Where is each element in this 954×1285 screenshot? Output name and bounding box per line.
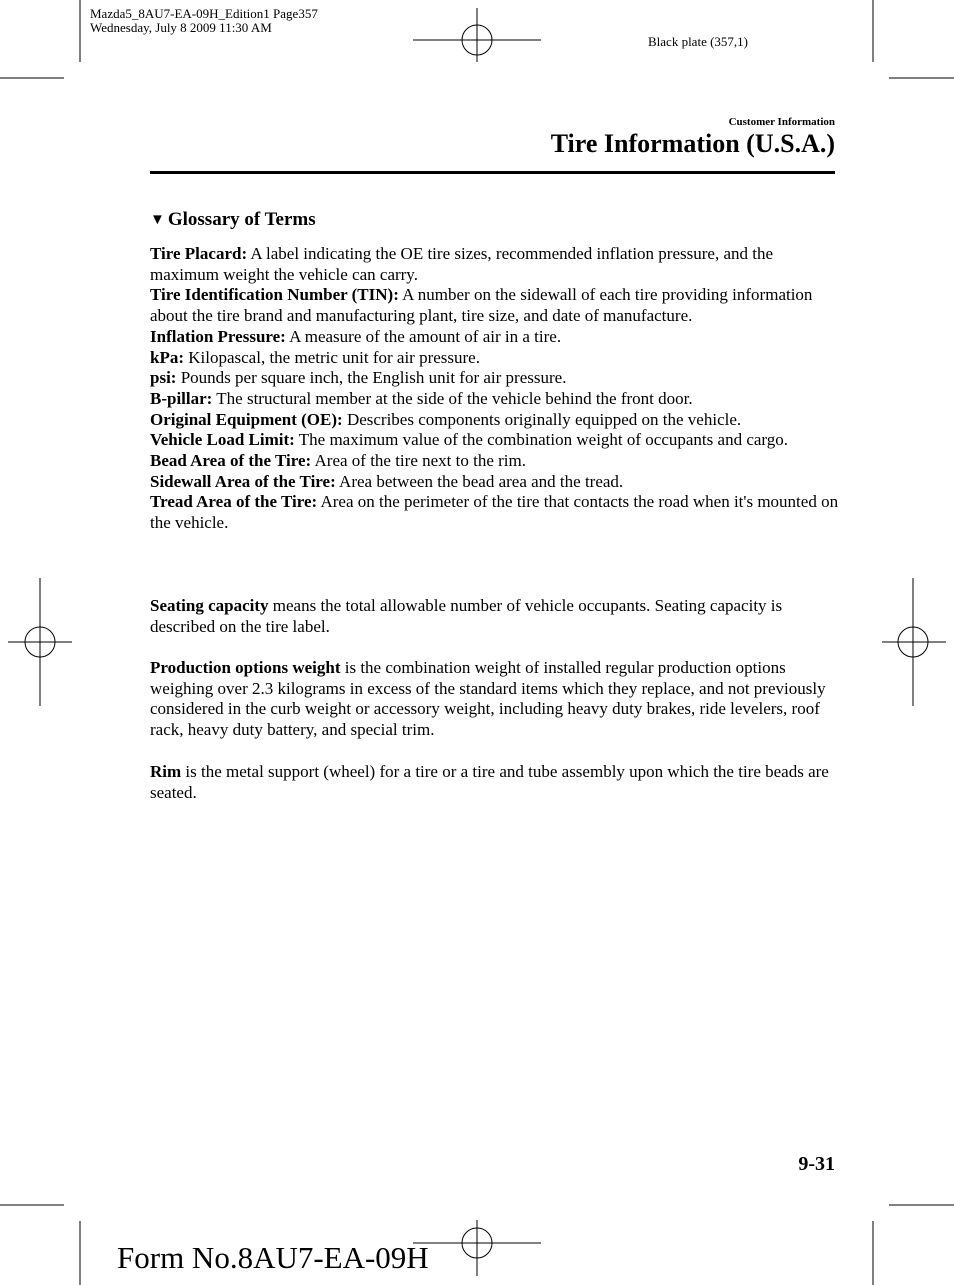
title-rule: [150, 171, 835, 174]
registration-mark-right: [882, 578, 946, 706]
production-options-text: is the combination weight of installed regular production options weighing over 2.3 kilograms in excess of the standard items which they replace, and not previously considered in the curb weight or accessory weight, including heavy duty brakes, ride levelers, roof rack, heavy duty battery, and special trim.: [150, 658, 826, 740]
glossary-definition: A number on the sidewall of each tire providing information about the tire brand and manufacturing plant, tire size, and date of manufacture.: [150, 285, 813, 326]
seating-capacity-term: Seating capacity: [150, 596, 269, 615]
print-job-info: [90, 7, 318, 35]
glossary-definition: Area of the tire next to the rim.: [311, 451, 526, 471]
glossary-entry: [150, 472, 840, 493]
glossary-term: Inflation Pressure:: [150, 326, 286, 346]
glossary-definition: The structural member at the side of the vehicle behind the front door.: [212, 388, 693, 408]
glossary-term: Sidewall Area of the Tire:: [150, 471, 336, 491]
glossary-term: Original Equipment (OE):: [150, 409, 343, 429]
glossary-definition: The maximum value of the combination weight of occupants and cargo.: [294, 430, 789, 450]
glossary-entry: [150, 492, 840, 533]
glossary-term: B-pillar:: [150, 388, 213, 408]
glossary-entry: [150, 410, 840, 431]
seating-capacity-text: means the total allowable number of vehicle occupants. Seating capacity is described on the tire label.: [150, 596, 783, 636]
glossary-list: [150, 244, 840, 534]
glossary-definition: Area on the perimeter of the tire that contacts the road when it's mounted on the vehicle.: [150, 492, 839, 533]
glossary-entry: [150, 348, 840, 369]
glossary-entry: [150, 285, 840, 326]
glossary-definition: Area between the bead area and the tread.: [335, 471, 624, 491]
glossary-term: Tread Area of the Tire:: [150, 492, 318, 512]
triangle-down-icon: ▼: [150, 212, 165, 228]
rim-text: is the metal support (wheel) for a tire or a tire and tube assembly upon which the tire beads are seated.: [150, 762, 829, 802]
glossary-definition: Kilopascal, the metric unit for air pressure.: [184, 347, 480, 367]
glossary-term: psi:: [150, 368, 177, 388]
glossary-entry: [150, 389, 840, 410]
registration-mark-left: [8, 578, 72, 706]
glossary-entry: [150, 244, 840, 285]
production-options-term: Production options weight: [150, 658, 341, 677]
glossary-term: Tire Identification Number (TIN):: [150, 285, 399, 305]
glossary-definition: Pounds per square inch, the English unit for air pressure.: [176, 368, 567, 388]
glossary-term: kPa:: [150, 347, 184, 367]
form-number: Form No.8AU7-EA-09H: [117, 1240, 429, 1275]
page-number: 9-31: [798, 1153, 835, 1175]
glossary-entry: [150, 451, 840, 472]
glossary-entry: [150, 327, 840, 348]
glossary-term: Bead Area of the Tire:: [150, 451, 312, 471]
print-job-date: Wednesday, July 8 2009 11:30 AM: [90, 20, 272, 35]
glossary-term: Vehicle Load Limit:: [150, 430, 295, 450]
production-options-paragraph: [150, 658, 840, 741]
section-label: Customer Information: [728, 116, 835, 128]
glossary-definition: A label indicating the OE tire sizes, recommended inflation pressure, and the maximum weight the vehicle can carry.: [150, 244, 774, 284]
page-title: Tire Information (U.S.A.): [550, 129, 835, 158]
plate-label: Black plate (357,1): [648, 34, 748, 49]
glossary-definition: A measure of the amount of air in a tire.: [285, 326, 562, 346]
rim-term: Rim: [150, 762, 182, 781]
glossary-term: Tire Placard:: [150, 244, 248, 263]
print-job-file: Mazda5_8AU7-EA-09H_Edition1 Page357: [90, 6, 318, 21]
glossary-heading-text: Glossary of Terms: [167, 209, 316, 230]
rim-paragraph: [150, 762, 840, 803]
seating-capacity-paragraph: [150, 596, 840, 637]
glossary-entry: [150, 368, 840, 389]
glossary-heading: [150, 209, 316, 231]
glossary-definition: Describes components originally equipped on the vehicle.: [342, 409, 742, 429]
glossary-entry: [150, 430, 840, 451]
registration-mark-top: [413, 8, 541, 62]
registration-mark-bottom: [413, 1220, 541, 1276]
